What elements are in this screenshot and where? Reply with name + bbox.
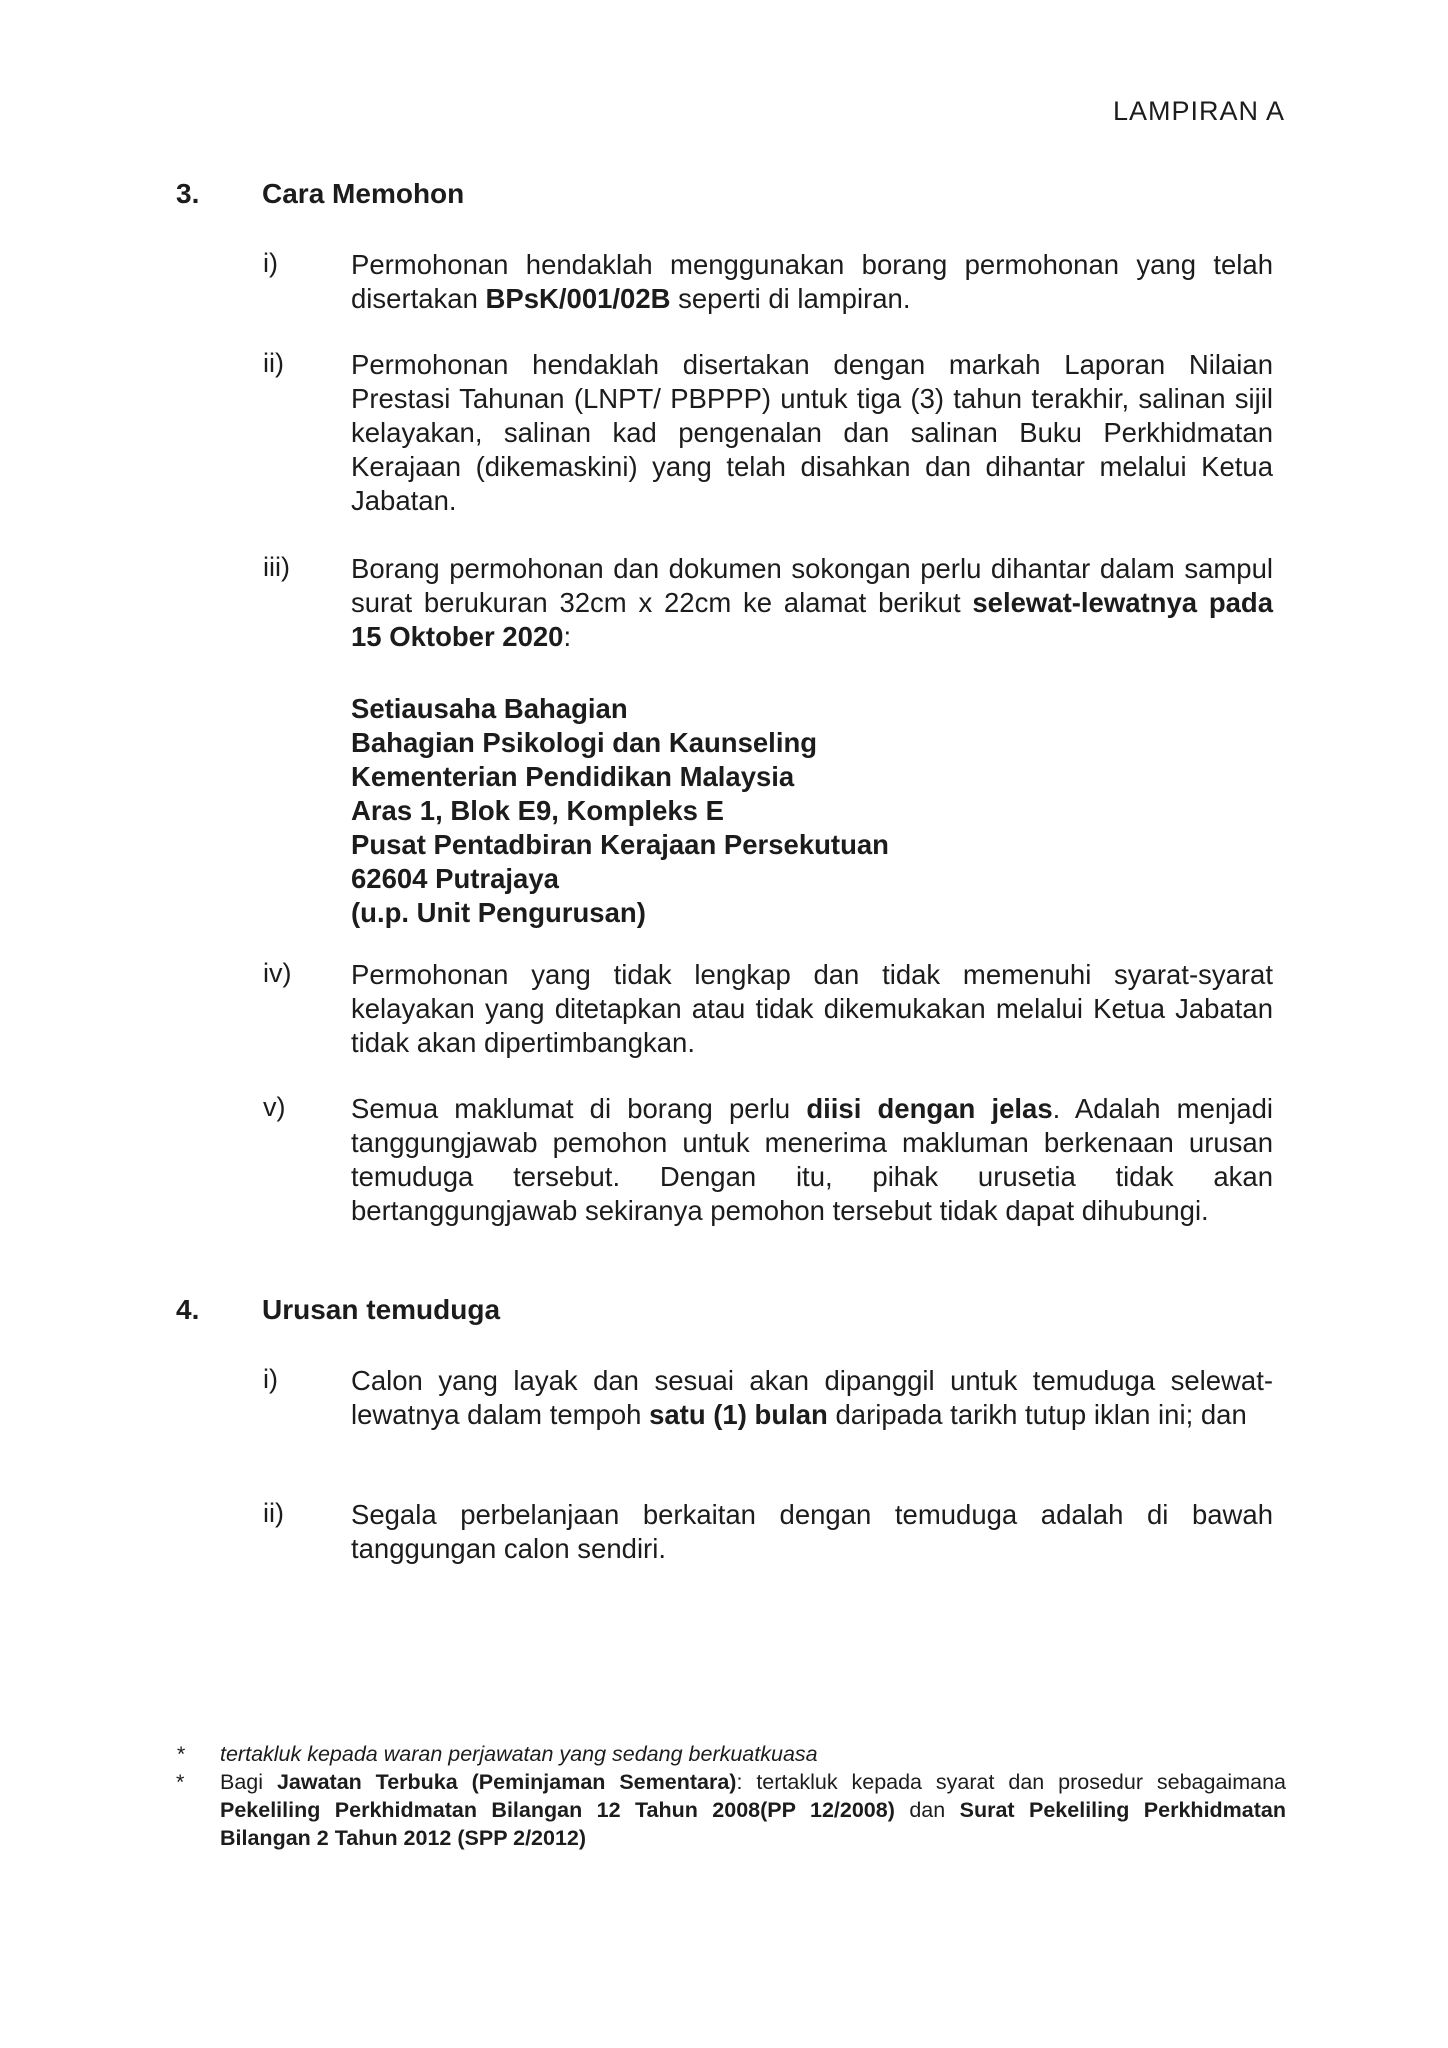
footnote-1 xyxy=(176,1740,1286,1768)
address-line: 62604 Putrajaya xyxy=(351,863,559,894)
item-numeral: ii) xyxy=(263,348,284,378)
item-numeral: i) xyxy=(263,248,278,278)
period-text: satu (1) bulan xyxy=(649,1399,828,1430)
address-line: Setiausaha Bahagian xyxy=(351,693,628,724)
footnote-2: * Bagi Jawatan Terbuka (Peminjaman Sementara): tertakluk kepada syarat dan prosedur sebagaimana Pekeliling Perkhidmatan Bilangan 12 Tahun 2008(PP 12/2008) dan Surat Pekeliling Perkhidmatan Bilangan 2 Tahun 2012 (SPP 2/2012) xyxy=(176,1770,1286,1850)
item-text: Calon yang layak dan sesuai akan dipanggil untuk temuduga selewat-lewatnya dalam tempoh satu (1) bulan daripada tarikh tutup iklan ini; dan xyxy=(351,1365,1273,1430)
section-3-title: Cara Memohon xyxy=(262,178,465,209)
address-line: Bahagian Psikologi dan Kaunseling xyxy=(351,727,818,758)
section-3-item-5 xyxy=(263,1092,1273,1228)
footnote-text: tertakluk kepada waran perjawatan yang sedang berkuatkuasa xyxy=(220,1742,818,1766)
item-text: Borang permohonan dan dokumen sokongan perlu dihantar dalam sampul surat berukuran 32cm x 22cm ke alamat berikut selewat-lewatnya pada 15 Oktober 2020: xyxy=(351,553,1273,652)
section-3-item-2 xyxy=(263,348,1273,518)
item-text: Permohonan yang tidak lengkap dan tidak memenuhi syarat-syarat kelayakan yang ditetapkan atau tidak dikemukakan melalui Ketua Jabatan tidak akan dipertimbangkan. xyxy=(351,959,1273,1058)
section-4-title: Urusan temuduga xyxy=(262,1294,501,1325)
item-numeral: iii) xyxy=(263,552,290,582)
item-numeral: i) xyxy=(263,1364,278,1394)
section-4-heading xyxy=(176,1294,500,1326)
section-3-item-1 xyxy=(263,248,1273,316)
item-text: Permohonan hendaklah disertakan dengan markah Laporan Nilaian Prestasi Tahunan (LNPT/ PBPPP) untuk tiga (3) tahun terakhir, salinan sijil kelayakan, salinan kad pengenalan dan salinan Buku Perkhidmatan Kerajaan (dikemaskini) yang telah disahkan dan dihantar melalui Ketua Jabatan. xyxy=(351,349,1273,516)
item-text: Permohonan hendaklah menggunakan borang permohonan yang telah disertakan BPsK/001/02B seperti di lampiran. xyxy=(351,249,1273,314)
footnote-bold: Pekeliling Perkhidmatan Bilangan 12 Tahun 2008(PP 12/2008) xyxy=(220,1798,895,1822)
address-line: Aras 1, Blok E9, Kompleks E xyxy=(351,795,724,826)
item-text: Segala perbelanjaan berkaitan dengan temuduga adalah di bawah tanggungan calon sendiri. xyxy=(351,1499,1273,1564)
address-line: Kementerian Pendidikan Malaysia xyxy=(351,761,795,792)
item-text: Semua maklumat di borang perlu diisi dengan jelas. Adalah menjadi tanggungjawab pemohon untuk menerima makluman berkenaan urusan temuduga tersebut. Dengan itu, pihak urusetia tidak akan bertanggungjawab sekiranya pemohon tersebut tidak dapat dihubungi. xyxy=(351,1093,1273,1226)
section-4-number: 4. xyxy=(176,1294,200,1325)
section-4-item-2 xyxy=(263,1498,1273,1566)
section-4-item-1 xyxy=(263,1364,1273,1432)
footnote-bold: Surat Pekeliling Perkhidmatan Bilangan 2 Tahun 2012 (SPP 2/2012) xyxy=(220,1798,1286,1850)
address-line: (u.p. Unit Pengurusan) xyxy=(351,897,646,928)
address-line: Pusat Pentadbiran Kerajaan Persekutuan xyxy=(351,829,889,860)
section-3-heading xyxy=(176,178,464,210)
section-3-item-4 xyxy=(263,958,1273,1060)
item-numeral: v) xyxy=(263,1092,286,1122)
appendix-label: LAMPIRAN A xyxy=(1112,96,1285,126)
mailing-address xyxy=(351,692,889,930)
asterisk: * xyxy=(176,1742,185,1766)
section-3-number: 3. xyxy=(176,178,200,209)
section-3-item-3 xyxy=(263,552,1273,654)
footnote-bold: Jawatan Terbuka (Peminjaman Sementara) xyxy=(276,1770,737,1794)
emphasis-text: diisi dengan jelas xyxy=(806,1093,1053,1124)
deadline-text: selewat-lewatnya pada 15 Oktober 2020 xyxy=(351,587,1273,652)
item-numeral: iv) xyxy=(263,958,292,988)
footnotes xyxy=(176,1740,1286,1852)
form-code: BPsK/001/02B xyxy=(485,283,671,314)
asterisk: * xyxy=(176,1770,185,1794)
item-numeral: ii) xyxy=(263,1498,284,1528)
